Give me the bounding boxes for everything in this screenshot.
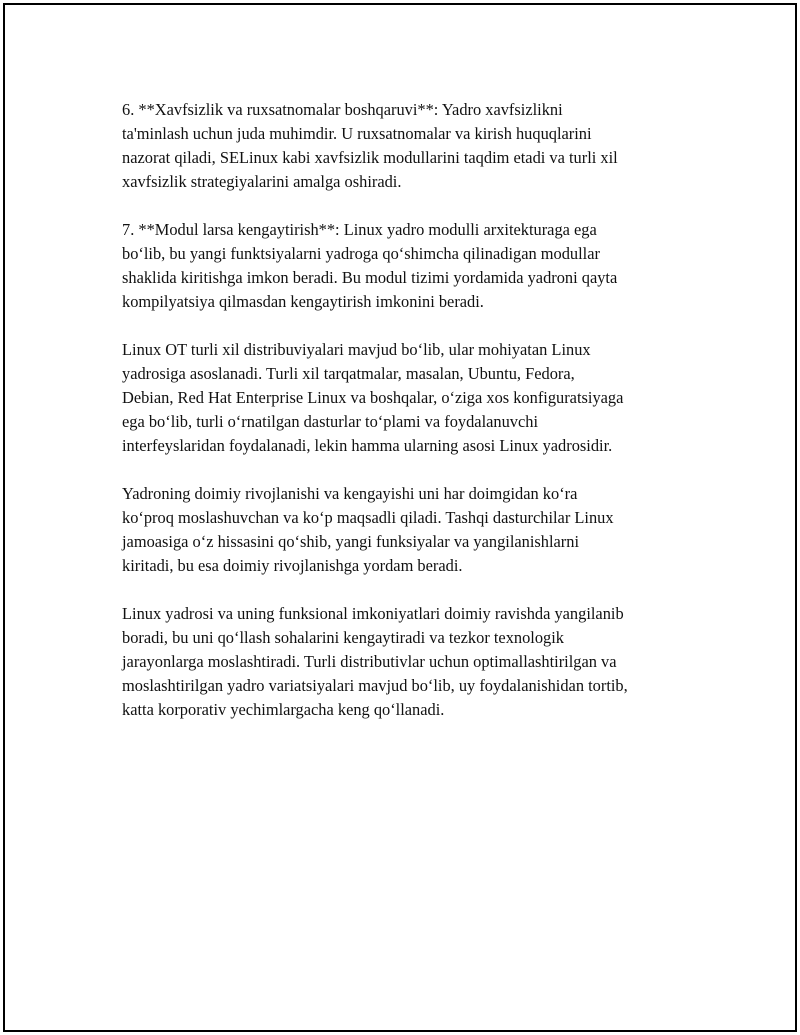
text-line: moslashtirilgan yadro variatsiyalari mavjud bo‘lib, uy foydalanishidan tortib, — [122, 676, 628, 695]
paragraph-development — [122, 482, 702, 578]
text-line: 6. **Xavfsizlik va ruxsatnomalar boshqaruvi**: Yadro xavfsizlikni — [122, 100, 563, 119]
text-line: xavfsizlik strategiyalarini amalga oshiradi. — [122, 172, 402, 191]
text-line: kompilyatsiya qilmasdan kengaytirish imkonini beradi. — [122, 292, 484, 311]
text-line: ega bo‘lib, turli o‘rnatilgan dasturlar to‘plami va foydalanuvchi — [122, 412, 539, 431]
text-line: bo‘lib, bu yangi funktsiyalarni yadroga qo‘shimcha qilinadigan modullar — [122, 244, 600, 263]
text-line: Linux yadrosi va uning funksional imkoniyatlari doimiy ravishda yangilanib — [122, 604, 624, 623]
paragraph-modules — [122, 218, 702, 314]
text-line: ko‘proq moslashuvchan va ko‘p maqsadli qiladi. Tashqi dasturchilar Linux — [122, 508, 614, 527]
text-line: katta korporativ yechimlargacha keng qo‘llanadi. — [122, 700, 445, 719]
text-line: kiritadi, bu esa doimiy rivojlanishga yordam beradi. — [122, 556, 463, 575]
text-line: Debian, Red Hat Enterprise Linux va boshqalar, o‘ziga xos konfiguratsiyaga — [122, 388, 624, 407]
text-line: 7. **Modul larsa kengaytirish**: Linux yadro modulli arxitekturaga ega — [122, 220, 597, 239]
text-line: ta'minlash uchun juda muhimdir. U ruxsatnomalar va kirish huquqlarini — [122, 124, 592, 143]
text-line: nazorat qiladi, SELinux kabi xavfsizlik modullarini taqdim etadi va turli xil — [122, 148, 618, 167]
paragraph-updates — [122, 602, 702, 722]
page-frame — [3, 3, 797, 1032]
text-line: jarayonlarga moslashtiradi. Turli distributivlar uchun optimallashtirilgan va — [122, 652, 617, 671]
text-line: boradi, bu uni qo‘llash sohalarini kengaytiradi va tezkor texnologik — [122, 628, 564, 647]
text-line: yadrosiga asoslanadi. Turli xil tarqatmalar, masalan, Ubuntu, Fedora, — [122, 364, 575, 383]
paragraph-distributions — [122, 338, 702, 458]
paragraph-security — [122, 98, 702, 194]
text-line: Linux OT turli xil distribuviyalari mavjud bo‘lib, ular mohiyatan Linux — [122, 340, 591, 359]
text-line: jamoasiga o‘z hissasini qo‘shib, yangi funksiyalar va yangilanishlarni — [122, 532, 580, 551]
text-line: interfeyslaridan foydalanadi, lekin hamma ularning asosi Linux yadrosidir. — [122, 436, 613, 455]
text-line: Yadroning doimiy rivojlanishi va kengayishi uni har doimgidan ko‘ra — [122, 484, 578, 503]
text-line: shaklida kiritishga imkon beradi. Bu modul tizimi yordamida yadroni qayta — [122, 268, 618, 287]
document-body — [122, 98, 702, 746]
